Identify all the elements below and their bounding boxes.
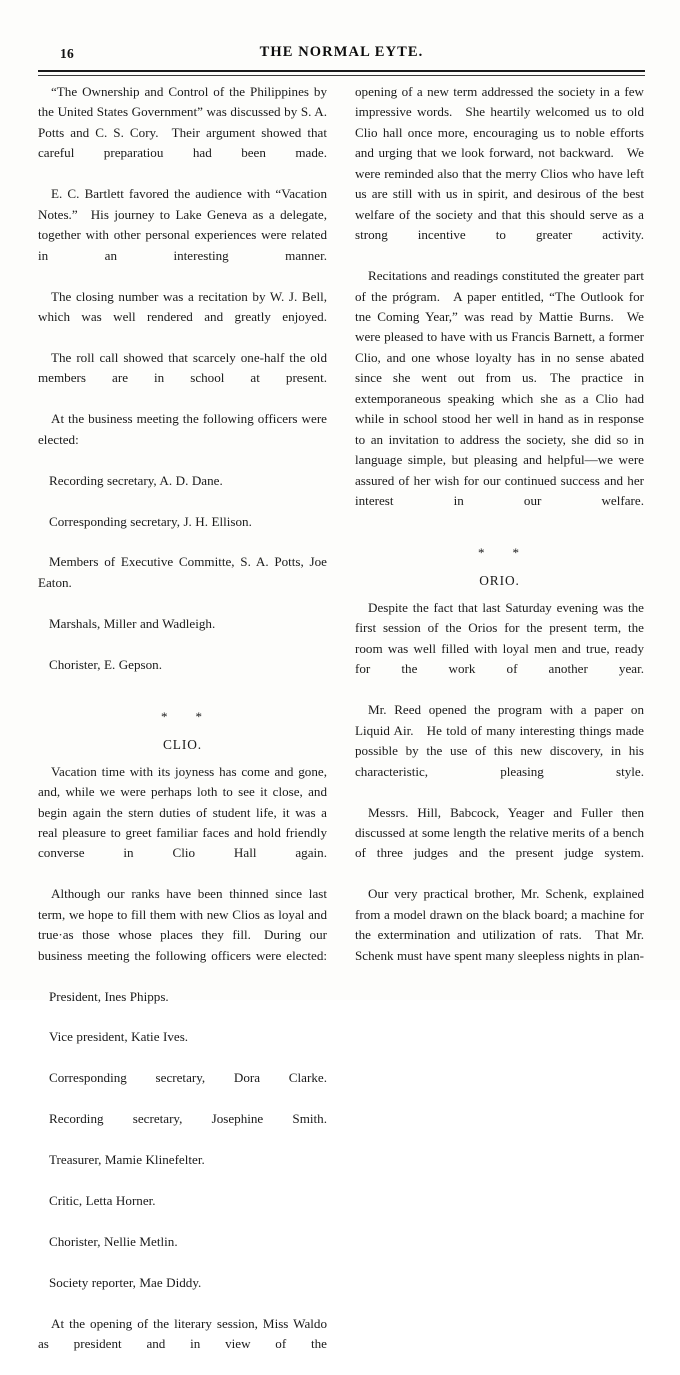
section-heading-orio: ORIO. — [479, 572, 520, 588]
section-divider-clio — [38, 709, 327, 725]
roster-line: Chorister, E. Gepson. — [49, 656, 162, 672]
paragraph: The closing number was a recitation by W. J. Bell, which was well rendered and greatly enjoyed. — [38, 288, 327, 324]
roster-line: Chorister, Nellie Metlin. — [49, 1234, 178, 1250]
roster-line: Vice president, Katie Ives. — [49, 1029, 189, 1045]
header-rule-thin — [38, 75, 645, 76]
asterisk-icon: * — [195, 708, 204, 724]
section-divider-orio — [355, 545, 644, 561]
asterisk-icon: * — [161, 708, 170, 724]
roster-line: Treasurer, Mamie Klinefelter. — [49, 1152, 205, 1168]
roster-line: President, Ines Phipps. — [49, 988, 169, 1004]
body-columns — [38, 82, 645, 1352]
roster-line: Marshals, Miller and Wadleigh. — [49, 615, 216, 631]
page-number: 16 — [60, 46, 75, 61]
roster-line: Critic, Letta Horner. — [49, 1193, 156, 1209]
roster-line: Society reporter, Mae Diddy. — [49, 1274, 202, 1290]
paragraph: Although our ranks have been thinned since last term, we hope to fill them with new Clios as loyal and true·as those whose places they fill. During our business meeting the following officers were elected: — [38, 886, 327, 963]
paragraph: opening of a new term addressed the society in a few impressive words. She heartily welcomed us to old Clio hall once more, encouraging us to noble efforts and urging that we look forward, not backward. We were reminded also that the merry Clios who have left us are still with us in spirit, and desirous of the best welfare of the society and that this should serve as a strong incentive to greater activity. — [355, 84, 644, 243]
paragraph: At the business meeting the following officers were elected: — [38, 411, 327, 447]
page-header — [38, 44, 645, 68]
section-heading-clio: CLIO. — [162, 736, 203, 752]
roster-line: Corresponding secretary, J. H. Ellison. — [49, 513, 252, 529]
asterisk-icon: * — [478, 544, 487, 560]
paragraph: The roll call showed that scarcely one-half the old members are in school at present. — [38, 349, 327, 386]
roster-line: Recording secretary, Josephine Smith. — [49, 1111, 327, 1127]
paragraph: Mr. Reed opened the program with a paper on Liquid Air. He told of many interesting things made possible by the use of this new discovery, in his characteristic, pleasing style. — [355, 702, 644, 779]
asterisk-icon: * — [512, 544, 521, 560]
roster-line: Members of Executive Committe, S. A. Potts, Joe Eaton. — [38, 554, 327, 590]
paragraph: Messrs. Hill, Babcock, Yeager and Fuller then discussed at some length the relative merits of a bench of three judges and the present judge system. — [355, 804, 644, 861]
left-column — [38, 82, 327, 1352]
paragraph: Vacation time with its joyness has come and gone, and, while we were perhaps loth to see it close, and begin again the stern duties of student life, it was a real pleasure to greet familiar faces and hold friendly converse in Clio Hall again. — [38, 763, 327, 861]
paragraph: Recitations and readings constituted the greater part of the prógram. A paper entitled, “The Outlook for tne Coming Year,” was read by Mattie Burns. We were pleased to have with us Francis Barnett, a former Clio, and one whose loyalty has in no sense abated since she went out from us. The practice in extemporaneous speaking which she as a Clio had while in school stood her well in hand as in response to an invitation to address the society, she did so in language simple, but pleasing and helpful—we were assured of her wish for our continued success and her interest in our welfare. — [355, 268, 644, 509]
paragraph: Despite the fact that last Saturday evening was the first session of the Orios for the present term, the room was well filled with loyal men and true, ready for the work of another year. — [355, 599, 644, 677]
paragraph: “The Ownership and Control of the Philippines by the United States Government” was discussed by S. A. Potts and C. S. Cory. Their argument showed that careful preparatiou had been made. — [38, 84, 327, 161]
paragraph: At the opening of the literary session, Miss Waldo as president and in view of the — [38, 1315, 327, 1352]
header-rule-thick — [38, 70, 645, 72]
roster-line: Recording secretary, A. D. Dane. — [49, 472, 223, 488]
right-column — [355, 82, 644, 982]
paragraph: E. C. Bartlett favored the audience with “Vacation Notes.” His journey to Lake Geneva as a delegate, together with other personal experiences were related in an interesting manner. — [38, 186, 327, 263]
journal-title: THE NORMAL EYTE. — [259, 44, 424, 60]
roster-line: Corresponding secretary, Dora Clarke. — [49, 1070, 327, 1086]
paragraph: Our very practical brother, Mr. Schenk, explained from a model drawn on the black board; a machine for the extermination and utilization of rats. That Mr. Schenk must have spent many sleepless nights in plan- — [355, 886, 644, 963]
